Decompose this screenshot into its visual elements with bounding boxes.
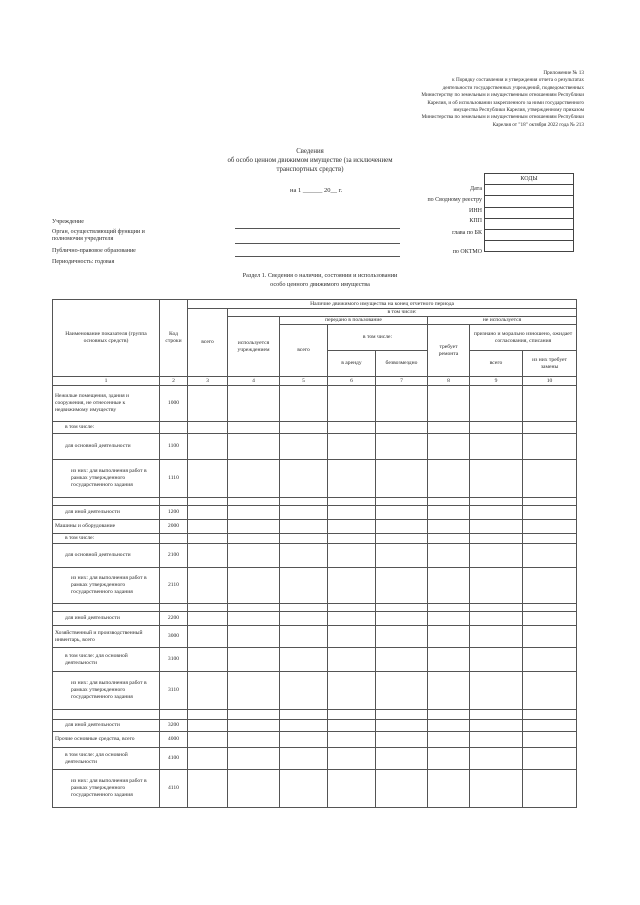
value-cell[interactable]	[188, 506, 228, 520]
row-code: 3100	[160, 648, 188, 672]
header-replace: из них требует замены	[523, 351, 577, 377]
table-row	[53, 770, 577, 808]
value-cell[interactable]	[376, 534, 428, 544]
approval-note-line: имущества Республики Карелия, утвержденному приказом	[453, 107, 584, 114]
value-cell[interactable]	[376, 672, 428, 710]
value-cell[interactable]	[376, 748, 428, 770]
value-cell[interactable]	[280, 506, 328, 520]
value-cell[interactable]	[188, 604, 228, 612]
row-code: 2000	[160, 520, 188, 534]
row-code: 2100	[160, 544, 188, 568]
value-cell[interactable]	[280, 720, 328, 732]
value-cell[interactable]	[376, 626, 428, 648]
value-cell[interactable]	[376, 612, 428, 626]
column-numbers-row	[53, 377, 577, 386]
value-cell[interactable]	[280, 648, 328, 672]
label-periodicity: Периодичность: годовая	[52, 259, 115, 265]
column-number: 10	[523, 377, 577, 386]
value-cell[interactable]	[523, 604, 577, 612]
value-cell[interactable]	[188, 626, 228, 648]
value-cell[interactable]	[188, 612, 228, 626]
registry-code-cell[interactable]	[485, 196, 574, 207]
row-code: 2110	[160, 568, 188, 604]
public-entity-field-line[interactable]	[235, 256, 400, 257]
table-row	[53, 422, 577, 434]
value-cell[interactable]	[376, 422, 428, 434]
value-cell[interactable]	[188, 720, 228, 732]
value-cell[interactable]	[523, 422, 577, 434]
row-name: из них: для выполнения работ в рамках утвержденного государственного задания	[53, 770, 160, 808]
row-code	[160, 604, 188, 612]
value-cell[interactable]	[470, 386, 523, 422]
table-row	[53, 720, 577, 732]
column-number: 1	[53, 377, 160, 386]
table-row	[53, 710, 577, 720]
value-cell[interactable]	[188, 460, 228, 498]
header-total: всего	[188, 309, 228, 377]
column-number: 9	[470, 377, 523, 386]
value-cell[interactable]	[428, 672, 470, 710]
value-cell[interactable]	[470, 612, 523, 626]
value-cell[interactable]	[280, 386, 328, 422]
row-name: для основной деятельности	[53, 434, 160, 460]
inn-code-cell[interactable]	[485, 207, 574, 218]
value-cell[interactable]	[328, 626, 376, 648]
header-incl-top: в том числе:	[228, 309, 577, 317]
date-code-cell[interactable]	[485, 185, 574, 196]
value-cell[interactable]	[428, 498, 470, 506]
title-line: об особо ценном движимом имуществе (за исключением	[227, 156, 393, 164]
value-cell[interactable]	[523, 460, 577, 498]
value-cell[interactable]	[428, 612, 470, 626]
table-row	[53, 648, 577, 672]
row-name: Машины и оборудование	[53, 520, 160, 534]
value-cell[interactable]	[188, 710, 228, 720]
value-cell[interactable]	[523, 534, 577, 544]
value-cell[interactable]	[376, 568, 428, 604]
value-cell[interactable]	[428, 386, 470, 422]
value-cell[interactable]	[428, 544, 470, 568]
value-cell[interactable]	[376, 544, 428, 568]
header-repair: требует ремонта	[428, 325, 470, 377]
value-cell[interactable]	[280, 604, 328, 612]
row-name: для иной деятельности	[53, 720, 160, 732]
value-cell[interactable]	[428, 520, 470, 534]
value-cell[interactable]	[228, 534, 280, 544]
value-cell[interactable]	[470, 520, 523, 534]
row-name: Прочие основные средства, всего	[53, 732, 160, 748]
value-cell[interactable]	[523, 648, 577, 672]
value-cell[interactable]	[188, 434, 228, 460]
value-cell[interactable]	[376, 732, 428, 748]
table-row	[53, 460, 577, 498]
value-cell[interactable]	[228, 520, 280, 534]
column-number: 7	[376, 377, 428, 386]
value-cell[interactable]	[280, 498, 328, 506]
header-obsolete: признано и морально изношено, ожидает согласования, списания	[470, 325, 577, 351]
value-cell[interactable]	[280, 544, 328, 568]
value-cell[interactable]	[328, 604, 376, 612]
value-cell[interactable]	[188, 648, 228, 672]
title-line: транспортных средств)	[276, 165, 344, 173]
value-cell[interactable]	[280, 732, 328, 748]
header-rent: в аренду	[328, 351, 376, 377]
label-public-entity: Публично-правовое образование	[52, 248, 136, 254]
header-in-use: используется учреждением	[228, 317, 280, 377]
header-not-used: не используется	[428, 317, 577, 325]
value-cell[interactable]	[280, 434, 328, 460]
report-date: на 1 ______ 20__ г.	[290, 187, 343, 194]
row-code: 1000	[160, 386, 188, 422]
value-cell[interactable]	[523, 434, 577, 460]
row-code	[160, 498, 188, 506]
value-cell[interactable]	[280, 534, 328, 544]
budget-chapter-code-cell[interactable]	[485, 229, 574, 240]
value-cell[interactable]	[188, 534, 228, 544]
value-cell[interactable]	[328, 672, 376, 710]
approval-note-line: деятельности государственных учреждений, подведомственных	[442, 84, 584, 91]
value-cell[interactable]	[470, 720, 523, 732]
value-cell[interactable]	[228, 732, 280, 748]
row-name: для основной деятельности	[53, 544, 160, 568]
row-name: из них: для выполнения работ в рамках утвержденного государственного задания	[53, 568, 160, 604]
value-cell[interactable]	[428, 710, 470, 720]
value-cell[interactable]	[428, 460, 470, 498]
approval-note-line: к Порядку составления и утверждения отчета о результатах	[452, 77, 584, 84]
value-cell[interactable]	[280, 422, 328, 434]
value-cell[interactable]	[470, 544, 523, 568]
value-cell[interactable]	[428, 422, 470, 434]
row-name: для иной деятельности	[53, 612, 160, 626]
table-row	[53, 386, 577, 422]
value-cell[interactable]	[328, 520, 376, 534]
row-name: из них: для выполнения работ в рамках утвержденного государственного задания	[53, 672, 160, 710]
value-cell[interactable]	[428, 770, 470, 808]
value-cell[interactable]	[523, 770, 577, 808]
section-title-line: особо ценного движимого имущества	[270, 280, 370, 288]
value-cell[interactable]	[470, 498, 523, 506]
value-cell[interactable]	[228, 720, 280, 732]
value-cell[interactable]	[328, 568, 376, 604]
value-cell[interactable]	[470, 534, 523, 544]
table-row	[53, 672, 577, 710]
value-cell[interactable]	[470, 732, 523, 748]
value-cell[interactable]	[228, 506, 280, 520]
value-cell[interactable]	[376, 434, 428, 460]
value-cell[interactable]	[228, 626, 280, 648]
value-cell[interactable]	[523, 612, 577, 626]
value-cell[interactable]	[228, 422, 280, 434]
founder-field-line[interactable]	[235, 243, 400, 244]
value-cell[interactable]	[428, 732, 470, 748]
value-cell[interactable]	[228, 498, 280, 506]
value-cell[interactable]	[328, 534, 376, 544]
label-budget-chapter: глава по БК	[452, 230, 482, 236]
header-name: Наименование показателя (группа основных средств)	[53, 300, 160, 377]
value-cell[interactable]	[470, 648, 523, 672]
table-row	[53, 748, 577, 770]
column-number: 3	[188, 377, 228, 386]
value-cell[interactable]	[328, 732, 376, 748]
value-cell[interactable]	[188, 386, 228, 422]
value-cell[interactable]	[228, 604, 280, 612]
value-cell[interactable]	[428, 626, 470, 648]
table-row	[53, 732, 577, 748]
row-name: для иной деятельности	[53, 506, 160, 520]
value-cell[interactable]	[188, 748, 228, 770]
assets-table	[52, 299, 577, 808]
value-cell[interactable]	[228, 460, 280, 498]
value-cell[interactable]	[328, 748, 376, 770]
header-top: Наличие движимого имущества на конец отчетного периода	[188, 300, 577, 309]
value-cell[interactable]	[523, 720, 577, 732]
value-cell[interactable]	[328, 720, 376, 732]
section-title-line: Раздел 1. Сведения о наличии, состоянии и использовании	[242, 272, 398, 279]
value-cell[interactable]	[376, 710, 428, 720]
label-founder-body-cont: полномочия учредителя	[52, 236, 114, 242]
value-cell[interactable]	[188, 520, 228, 534]
row-code: 4110	[160, 770, 188, 808]
label-kpp: КПП	[469, 218, 482, 224]
value-cell[interactable]	[328, 648, 376, 672]
row-name	[53, 710, 160, 720]
value-cell[interactable]	[228, 612, 280, 626]
value-cell[interactable]	[523, 626, 577, 648]
table-row	[53, 626, 577, 648]
value-cell[interactable]	[280, 770, 328, 808]
value-cell[interactable]	[188, 422, 228, 434]
value-cell[interactable]	[523, 710, 577, 720]
section-title	[180, 272, 460, 289]
institution-field-line[interactable]	[235, 228, 400, 229]
value-cell[interactable]	[280, 520, 328, 534]
value-cell[interactable]	[376, 604, 428, 612]
value-cell[interactable]	[470, 422, 523, 434]
row-name: в том числе: для основной деятельности	[53, 648, 160, 672]
table-row	[53, 498, 577, 506]
value-cell[interactable]	[470, 460, 523, 498]
row-code	[160, 422, 188, 434]
value-cell[interactable]	[280, 748, 328, 770]
kpp-code-cell[interactable]	[485, 218, 574, 229]
value-cell[interactable]	[188, 770, 228, 808]
table-row	[53, 568, 577, 604]
value-cell[interactable]	[280, 710, 328, 720]
value-cell[interactable]	[280, 672, 328, 710]
row-code: 3000	[160, 626, 188, 648]
header-incl: в том числе:	[328, 325, 428, 351]
value-cell[interactable]	[523, 506, 577, 520]
value-cell[interactable]	[470, 770, 523, 808]
value-cell[interactable]	[328, 612, 376, 626]
label-registry: по Сводному реестру	[427, 197, 482, 203]
value-cell[interactable]	[228, 770, 280, 808]
value-cell[interactable]	[280, 626, 328, 648]
value-cell[interactable]	[328, 434, 376, 460]
value-cell[interactable]	[376, 520, 428, 534]
value-cell[interactable]	[523, 732, 577, 748]
value-cell[interactable]	[228, 748, 280, 770]
row-code: 1200	[160, 506, 188, 520]
value-cell[interactable]	[280, 568, 328, 604]
approval-note-line: Карелия от "18" октября 2022 года № 213	[492, 121, 584, 128]
value-cell[interactable]	[228, 648, 280, 672]
row-code: 1100	[160, 434, 188, 460]
approval-note-line: Министерству по земельным и имущественным отношениям Республики	[421, 92, 584, 99]
row-name: в том числе:	[53, 422, 160, 434]
approval-note-line: Министерства по земельным и имущественным отношениям Республики	[421, 114, 584, 121]
row-name	[53, 604, 160, 612]
table-row	[53, 544, 577, 568]
value-cell[interactable]	[470, 604, 523, 612]
value-cell[interactable]	[328, 498, 376, 506]
row-code: 2200	[160, 612, 188, 626]
label-inn: ИНН	[469, 208, 482, 214]
value-cell[interactable]	[188, 568, 228, 604]
value-cell[interactable]	[470, 434, 523, 460]
row-name: из них: для выполнения работ в рамках утвержденного государственного задания	[53, 460, 160, 498]
table-row	[53, 506, 577, 520]
value-cell[interactable]	[523, 544, 577, 568]
value-cell[interactable]	[280, 460, 328, 498]
row-code: 4000	[160, 732, 188, 748]
column-number: 5	[280, 377, 328, 386]
value-cell[interactable]	[376, 498, 428, 506]
value-cell[interactable]	[376, 720, 428, 732]
value-cell[interactable]	[376, 460, 428, 498]
value-cell[interactable]	[428, 648, 470, 672]
title-line: Сведения	[296, 148, 324, 155]
row-name: Хозяйственный и производственный инвентарь, всего	[53, 626, 160, 648]
row-name: в том числе: для основной деятельности	[53, 748, 160, 770]
approval-note	[364, 70, 584, 129]
value-cell[interactable]	[428, 568, 470, 604]
value-cell[interactable]	[523, 498, 577, 506]
value-cell[interactable]	[188, 672, 228, 710]
value-cell[interactable]	[328, 422, 376, 434]
value-cell[interactable]	[328, 770, 376, 808]
value-cell[interactable]	[376, 648, 428, 672]
value-cell[interactable]	[188, 498, 228, 506]
table-row	[53, 434, 577, 460]
row-name: Нежилые помещения, здания и сооружения, не отнесенные к недвижимому имуществу	[53, 386, 160, 422]
value-cell[interactable]	[523, 748, 577, 770]
header-transferred-total: всего	[280, 325, 328, 377]
value-cell[interactable]	[188, 544, 228, 568]
column-number: 8	[428, 377, 470, 386]
approval-note-line: Приложение № 13	[543, 70, 584, 76]
value-cell[interactable]	[523, 672, 577, 710]
label-founder-body: Орган, осуществляющий функции и	[52, 229, 145, 235]
value-cell[interactable]	[470, 672, 523, 710]
value-cell[interactable]	[428, 506, 470, 520]
value-cell[interactable]	[228, 386, 280, 422]
header-obsolete-total: всего	[470, 351, 523, 377]
value-cell[interactable]	[470, 568, 523, 604]
value-cell[interactable]	[523, 520, 577, 534]
value-cell[interactable]	[328, 506, 376, 520]
value-cell[interactable]	[328, 460, 376, 498]
table-row	[53, 534, 577, 544]
value-cell[interactable]	[328, 544, 376, 568]
value-cell[interactable]	[470, 710, 523, 720]
value-cell[interactable]	[523, 568, 577, 604]
value-cell[interactable]	[228, 710, 280, 720]
value-cell[interactable]	[523, 386, 577, 422]
value-cell[interactable]	[428, 720, 470, 732]
oktmo-code-cell[interactable]	[485, 241, 574, 252]
value-cell[interactable]	[280, 612, 328, 626]
value-cell[interactable]	[228, 544, 280, 568]
row-name	[53, 498, 160, 506]
value-cell[interactable]	[376, 386, 428, 422]
value-cell[interactable]	[376, 770, 428, 808]
value-cell[interactable]	[188, 732, 228, 748]
value-cell[interactable]	[470, 626, 523, 648]
header-transferred: передано в пользование	[280, 317, 428, 325]
value-cell[interactable]	[428, 434, 470, 460]
value-cell[interactable]	[328, 386, 376, 422]
codes-header: КОДЫ	[485, 174, 574, 185]
row-code: 4100	[160, 748, 188, 770]
column-number: 4	[228, 377, 280, 386]
value-cell[interactable]	[470, 506, 523, 520]
value-cell[interactable]	[228, 434, 280, 460]
column-number: 6	[328, 377, 376, 386]
label-oktmo: по ОКТМО	[452, 249, 482, 255]
value-cell[interactable]	[428, 748, 470, 770]
header-code: Код строки	[160, 300, 188, 377]
label-date: Дата	[470, 186, 482, 192]
column-number: 2	[160, 377, 188, 386]
label-institution: Учреждение	[52, 219, 84, 225]
row-name: в том числе:	[53, 534, 160, 544]
table-row	[53, 520, 577, 534]
row-code: 3200	[160, 720, 188, 732]
approval-note-line: Карелия, и об использовании закрепленного за ними государственного	[427, 99, 584, 106]
value-cell[interactable]	[328, 710, 376, 720]
table-body	[53, 386, 577, 808]
row-code	[160, 710, 188, 720]
value-cell[interactable]	[428, 534, 470, 544]
table-row	[53, 612, 577, 626]
value-cell[interactable]	[376, 506, 428, 520]
value-cell[interactable]	[470, 748, 523, 770]
table-row	[53, 604, 577, 612]
value-cell[interactable]	[228, 568, 280, 604]
value-cell[interactable]	[428, 604, 470, 612]
row-code: 1110	[160, 460, 188, 498]
row-code	[160, 534, 188, 544]
codes-table	[484, 173, 574, 252]
value-cell[interactable]	[228, 672, 280, 710]
row-code: 3110	[160, 672, 188, 710]
header-free: безвозмездно	[376, 351, 428, 377]
document-title	[200, 148, 420, 174]
